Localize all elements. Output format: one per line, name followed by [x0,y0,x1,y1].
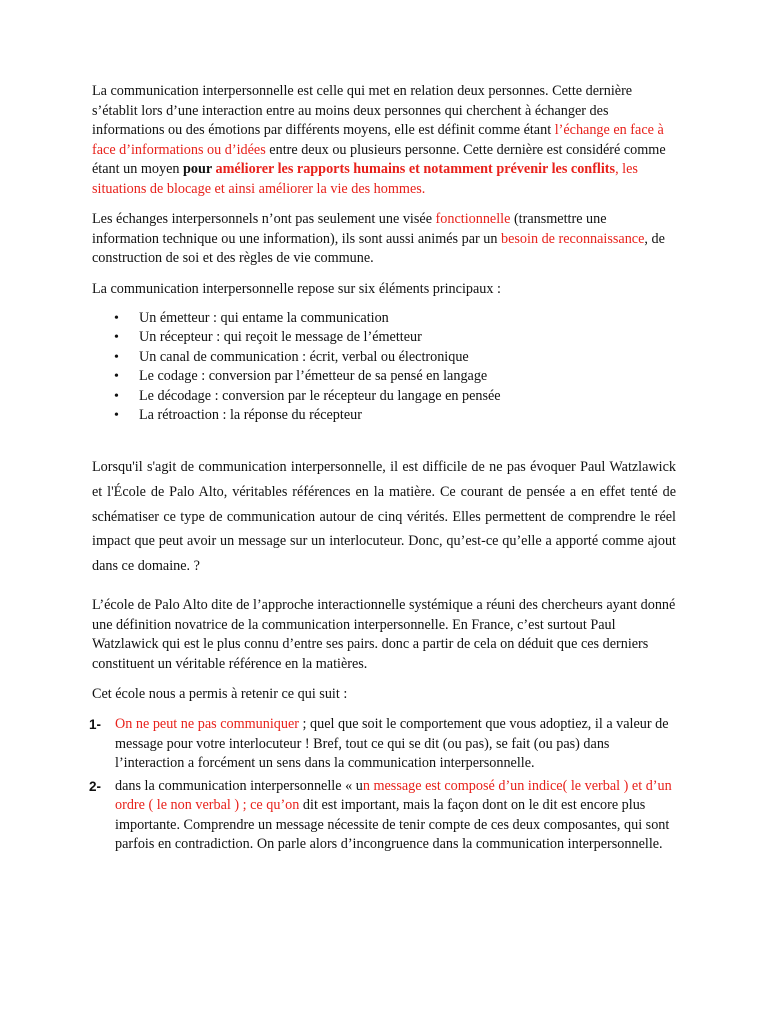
text-span: , de construction de soi et des règles de vie commune. [92,230,665,266]
paragraph-palo-alto-school: L’école de Palo Alto dite de l’approche interactionnelle systémique a réuni des chercheurs ayant donné une définition novatrice de la communication interpersonnelle. En France, c’est surtout Paul Watzlawick qui est le plus connu d’entre ses pairs. donc a partir de cela on déduit que ces derniers constituent un véritable référence en la matières. [92,597,676,672]
list-item: • Un émetteur : qui entame la communication [114,309,676,328]
list-number: 2- [89,778,102,794]
highlight-bold-span: améliorer les rapports humains et notamment prévenir les conflits [215,161,616,177]
paragraph-exchanges [92,210,676,269]
highlight-span: n message est composé d’un indice( le verbal ) et d’un ordre ( le non verbal ) ; ce qu’on [115,777,672,814]
elements-bullet-list [92,309,676,425]
text-span: (transmettre une information technique ou une information), ils sont aussi animés par un [92,211,607,247]
list-item: • La rétroaction : la réponse du récepteur [114,406,676,425]
list-item: • Un canal de communication : écrit, verbal ou électronique [114,348,676,367]
paragraph-retain-intro: Cet école nous a permis à retenir ce qui suit : [92,686,348,703]
highlight-span: besoin de reconnaissance [501,230,645,247]
bold-span: pour [183,161,216,177]
paragraph-definition [92,82,676,199]
text-span: dans la communication interpersonnelle « u [115,777,363,794]
list-item: • Un récepteur : qui reçoit le message de l’émetteur [114,328,676,347]
text-span: La communication interpersonnelle est celle qui met en relation deux personnes. Cette dernière s’établit lors d’une interaction entre au moins deux personnes qui cherchent à échanger des informations ou des émotions par différents moyens, elle est définit comme étant [92,83,633,138]
text-span: entre deux ou plusieurs personne. Cette dernière est considéré comme étant un moyen [92,141,666,177]
principles-numbered-list [89,715,676,855]
highlight-span: fonctionnelle [435,211,511,227]
list-item: • Le décodage : conversion par le récepteur du langage en pensée [114,387,676,406]
paragraph-palo-alto-intro: Lorsqu'il s'agit de communication interpersonnelle, il est difficile de ne pas évoquer Paul Watzlawick et l'École de Palo Alto, véritables références en la matière. Ce courant de pensée a en effet tenté de schématiser ce type de communication autour de cinq vérités. Elles permettent de comprendre le réel impact que peut avoir un message sur un interlocuteur. Donc, qu’est-ce qu’elle a apporté comme ajout dans ce domaine. ? [92,459,676,574]
text-span: Les échanges interpersonnels n’ont pas seulement une visée [92,211,436,227]
list-item: • Le codage : conversion par l’émetteur de sa pensé en langage [114,367,676,386]
list-item [89,715,676,774]
text-span: ; quel que soit le comportement que vous adoptiez, il a valeur de message pour votre interlocuteur ! Bref, tout ce qui se dit (ou pas), se fait (ou pas) dans l’interaction a forcément un sens dans la communication interpersonnelle. [115,715,669,772]
highlight-span: On ne peut ne pas communiquer [115,715,299,732]
highlight-span: l’échange en face à face d’informations ou d’idées [92,122,664,158]
text-span: dit est important, mais la façon dont on le dit est encore plus importante. Comprendre un message nécessite de tenir compte de ces deux composantes, qui sont parfois en contradiction. On parle alors d’incongruence dans la communication interpersonnelle. [115,797,670,853]
list-item [89,777,676,855]
paragraph-elements-intro: La communication interpersonnelle repose sur six éléments principaux : [92,280,501,297]
highlight-span: , les situations de blocage et ainsi améliorer la vie des hommes. [92,161,638,197]
list-number: 1- [89,716,102,732]
